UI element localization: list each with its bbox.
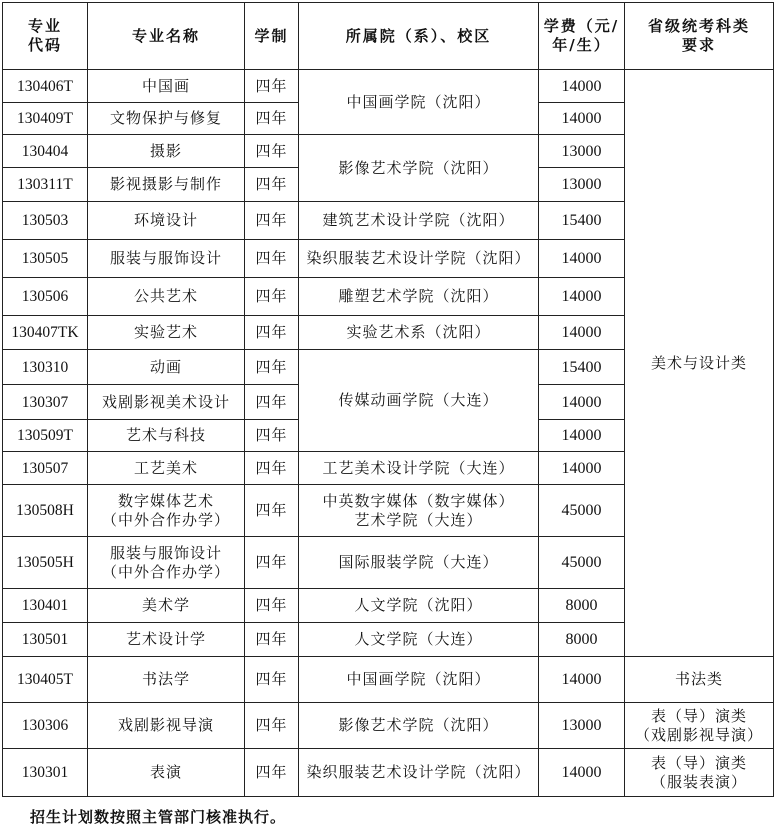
exam-requirement: 书法类 <box>625 657 774 703</box>
header-exam-requirement: 省级统考科类 要求 <box>625 3 774 70</box>
header-duration: 学制 <box>245 3 299 70</box>
major-name: 实验艺术 <box>88 316 245 350</box>
tuition: 13000 <box>539 703 625 749</box>
major-code: 130508H <box>3 485 88 537</box>
tuition: 14000 <box>539 240 625 278</box>
major-name: 表演 <box>88 749 245 797</box>
tuition: 14000 <box>539 452 625 485</box>
tuition: 14000 <box>539 657 625 703</box>
duration: 四年 <box>245 202 299 240</box>
tuition: 14000 <box>539 70 625 103</box>
major-code: 130306 <box>3 703 88 749</box>
major-name: 动画 <box>88 350 245 385</box>
major-name: 书法学 <box>88 657 245 703</box>
duration: 四年 <box>245 278 299 316</box>
tuition: 45000 <box>539 537 625 589</box>
major-name: 中国画 <box>88 70 245 103</box>
header-major-name: 专业名称 <box>88 3 245 70</box>
tuition: 13000 <box>539 135 625 168</box>
tuition: 15400 <box>539 350 625 385</box>
header-tuition: 学费（元/ 年/生） <box>539 3 625 70</box>
college: 染织服装艺术设计学院（沈阳） <box>299 240 539 278</box>
college: 中国画学院（沈阳） <box>299 70 539 135</box>
major-name: 服装与服饰设计 （中外合作办学） <box>88 537 245 589</box>
tuition: 14000 <box>539 420 625 452</box>
duration: 四年 <box>245 749 299 797</box>
duration: 四年 <box>245 485 299 537</box>
duration: 四年 <box>245 240 299 278</box>
tuition: 14000 <box>539 749 625 797</box>
college: 人文学院（大连） <box>299 623 539 657</box>
tuition: 13000 <box>539 168 625 202</box>
major-name: 工艺美术 <box>88 452 245 485</box>
table-row <box>3 657 774 703</box>
major-code: 130311T <box>3 168 88 202</box>
header-major-code: 专业 代码 <box>3 3 88 70</box>
college: 工艺美术设计学院（大连） <box>299 452 539 485</box>
major-name: 摄影 <box>88 135 245 168</box>
duration: 四年 <box>245 135 299 168</box>
duration: 四年 <box>245 703 299 749</box>
major-code: 130401 <box>3 589 88 623</box>
college: 中英数字媒体（数字媒体） 艺术学院（大连） <box>299 485 539 537</box>
major-name: 文物保护与修复 <box>88 103 245 135</box>
major-code: 130407TK <box>3 316 88 350</box>
duration: 四年 <box>245 168 299 202</box>
major-name: 美术学 <box>88 589 245 623</box>
major-code: 130307 <box>3 385 88 420</box>
college: 建筑艺术设计学院（沈阳） <box>299 202 539 240</box>
exam-requirement: 美术与设计类 <box>625 70 774 657</box>
major-name: 影视摄影与制作 <box>88 168 245 202</box>
major-name: 戏剧影视导演 <box>88 703 245 749</box>
college: 传媒动画学院（大连） <box>299 350 539 452</box>
college: 国际服装学院（大连） <box>299 537 539 589</box>
major-name: 艺术设计学 <box>88 623 245 657</box>
duration: 四年 <box>245 385 299 420</box>
tuition: 45000 <box>539 485 625 537</box>
tuition: 14000 <box>539 278 625 316</box>
major-code: 130505 <box>3 240 88 278</box>
college: 影像艺术学院（沈阳） <box>299 135 539 202</box>
table-row <box>3 749 774 797</box>
header-college: 所属院（系）、校区 <box>299 3 539 70</box>
duration: 四年 <box>245 623 299 657</box>
college: 染织服装艺术设计学院（沈阳） <box>299 749 539 797</box>
major-code: 130507 <box>3 452 88 485</box>
table-row <box>3 703 774 749</box>
major-name: 服装与服饰设计 <box>88 240 245 278</box>
college: 雕塑艺术学院（沈阳） <box>299 278 539 316</box>
admissions-table <box>2 2 774 797</box>
tuition: 14000 <box>539 385 625 420</box>
major-code: 130409T <box>3 103 88 135</box>
major-name: 艺术与科技 <box>88 420 245 452</box>
major-code: 130506 <box>3 278 88 316</box>
tuition: 14000 <box>539 103 625 135</box>
major-code: 130501 <box>3 623 88 657</box>
college: 影像艺术学院（沈阳） <box>299 703 539 749</box>
tuition: 14000 <box>539 316 625 350</box>
tuition: 8000 <box>539 623 625 657</box>
college: 人文学院（沈阳） <box>299 589 539 623</box>
major-code: 130406T <box>3 70 88 103</box>
major-name: 环境设计 <box>88 202 245 240</box>
exam-requirement: 表（导）演类 （服装表演） <box>625 749 774 797</box>
major-code: 130509T <box>3 420 88 452</box>
duration: 四年 <box>245 350 299 385</box>
major-code: 130505H <box>3 537 88 589</box>
tuition: 8000 <box>539 589 625 623</box>
duration: 四年 <box>245 420 299 452</box>
college: 中国画学院（沈阳） <box>299 657 539 703</box>
duration: 四年 <box>245 103 299 135</box>
duration: 四年 <box>245 70 299 103</box>
duration: 四年 <box>245 657 299 703</box>
duration: 四年 <box>245 537 299 589</box>
major-code: 130310 <box>3 350 88 385</box>
duration: 四年 <box>245 316 299 350</box>
table-header-row <box>3 3 774 70</box>
major-code: 130503 <box>3 202 88 240</box>
footnote: 招生计划数按照主管部门核准执行。 <box>30 808 287 826</box>
college: 实验艺术系（沈阳） <box>299 316 539 350</box>
tuition: 15400 <box>539 202 625 240</box>
duration: 四年 <box>245 452 299 485</box>
major-name: 公共艺术 <box>88 278 245 316</box>
table-row <box>3 70 774 103</box>
major-code: 130404 <box>3 135 88 168</box>
duration: 四年 <box>245 589 299 623</box>
major-code: 130405T <box>3 657 88 703</box>
exam-requirement: 表（导）演类 （戏剧影视导演） <box>625 703 774 749</box>
major-name: 数字媒体艺术 （中外合作办学） <box>88 485 245 537</box>
major-name: 戏剧影视美术设计 <box>88 385 245 420</box>
major-code: 130301 <box>3 749 88 797</box>
